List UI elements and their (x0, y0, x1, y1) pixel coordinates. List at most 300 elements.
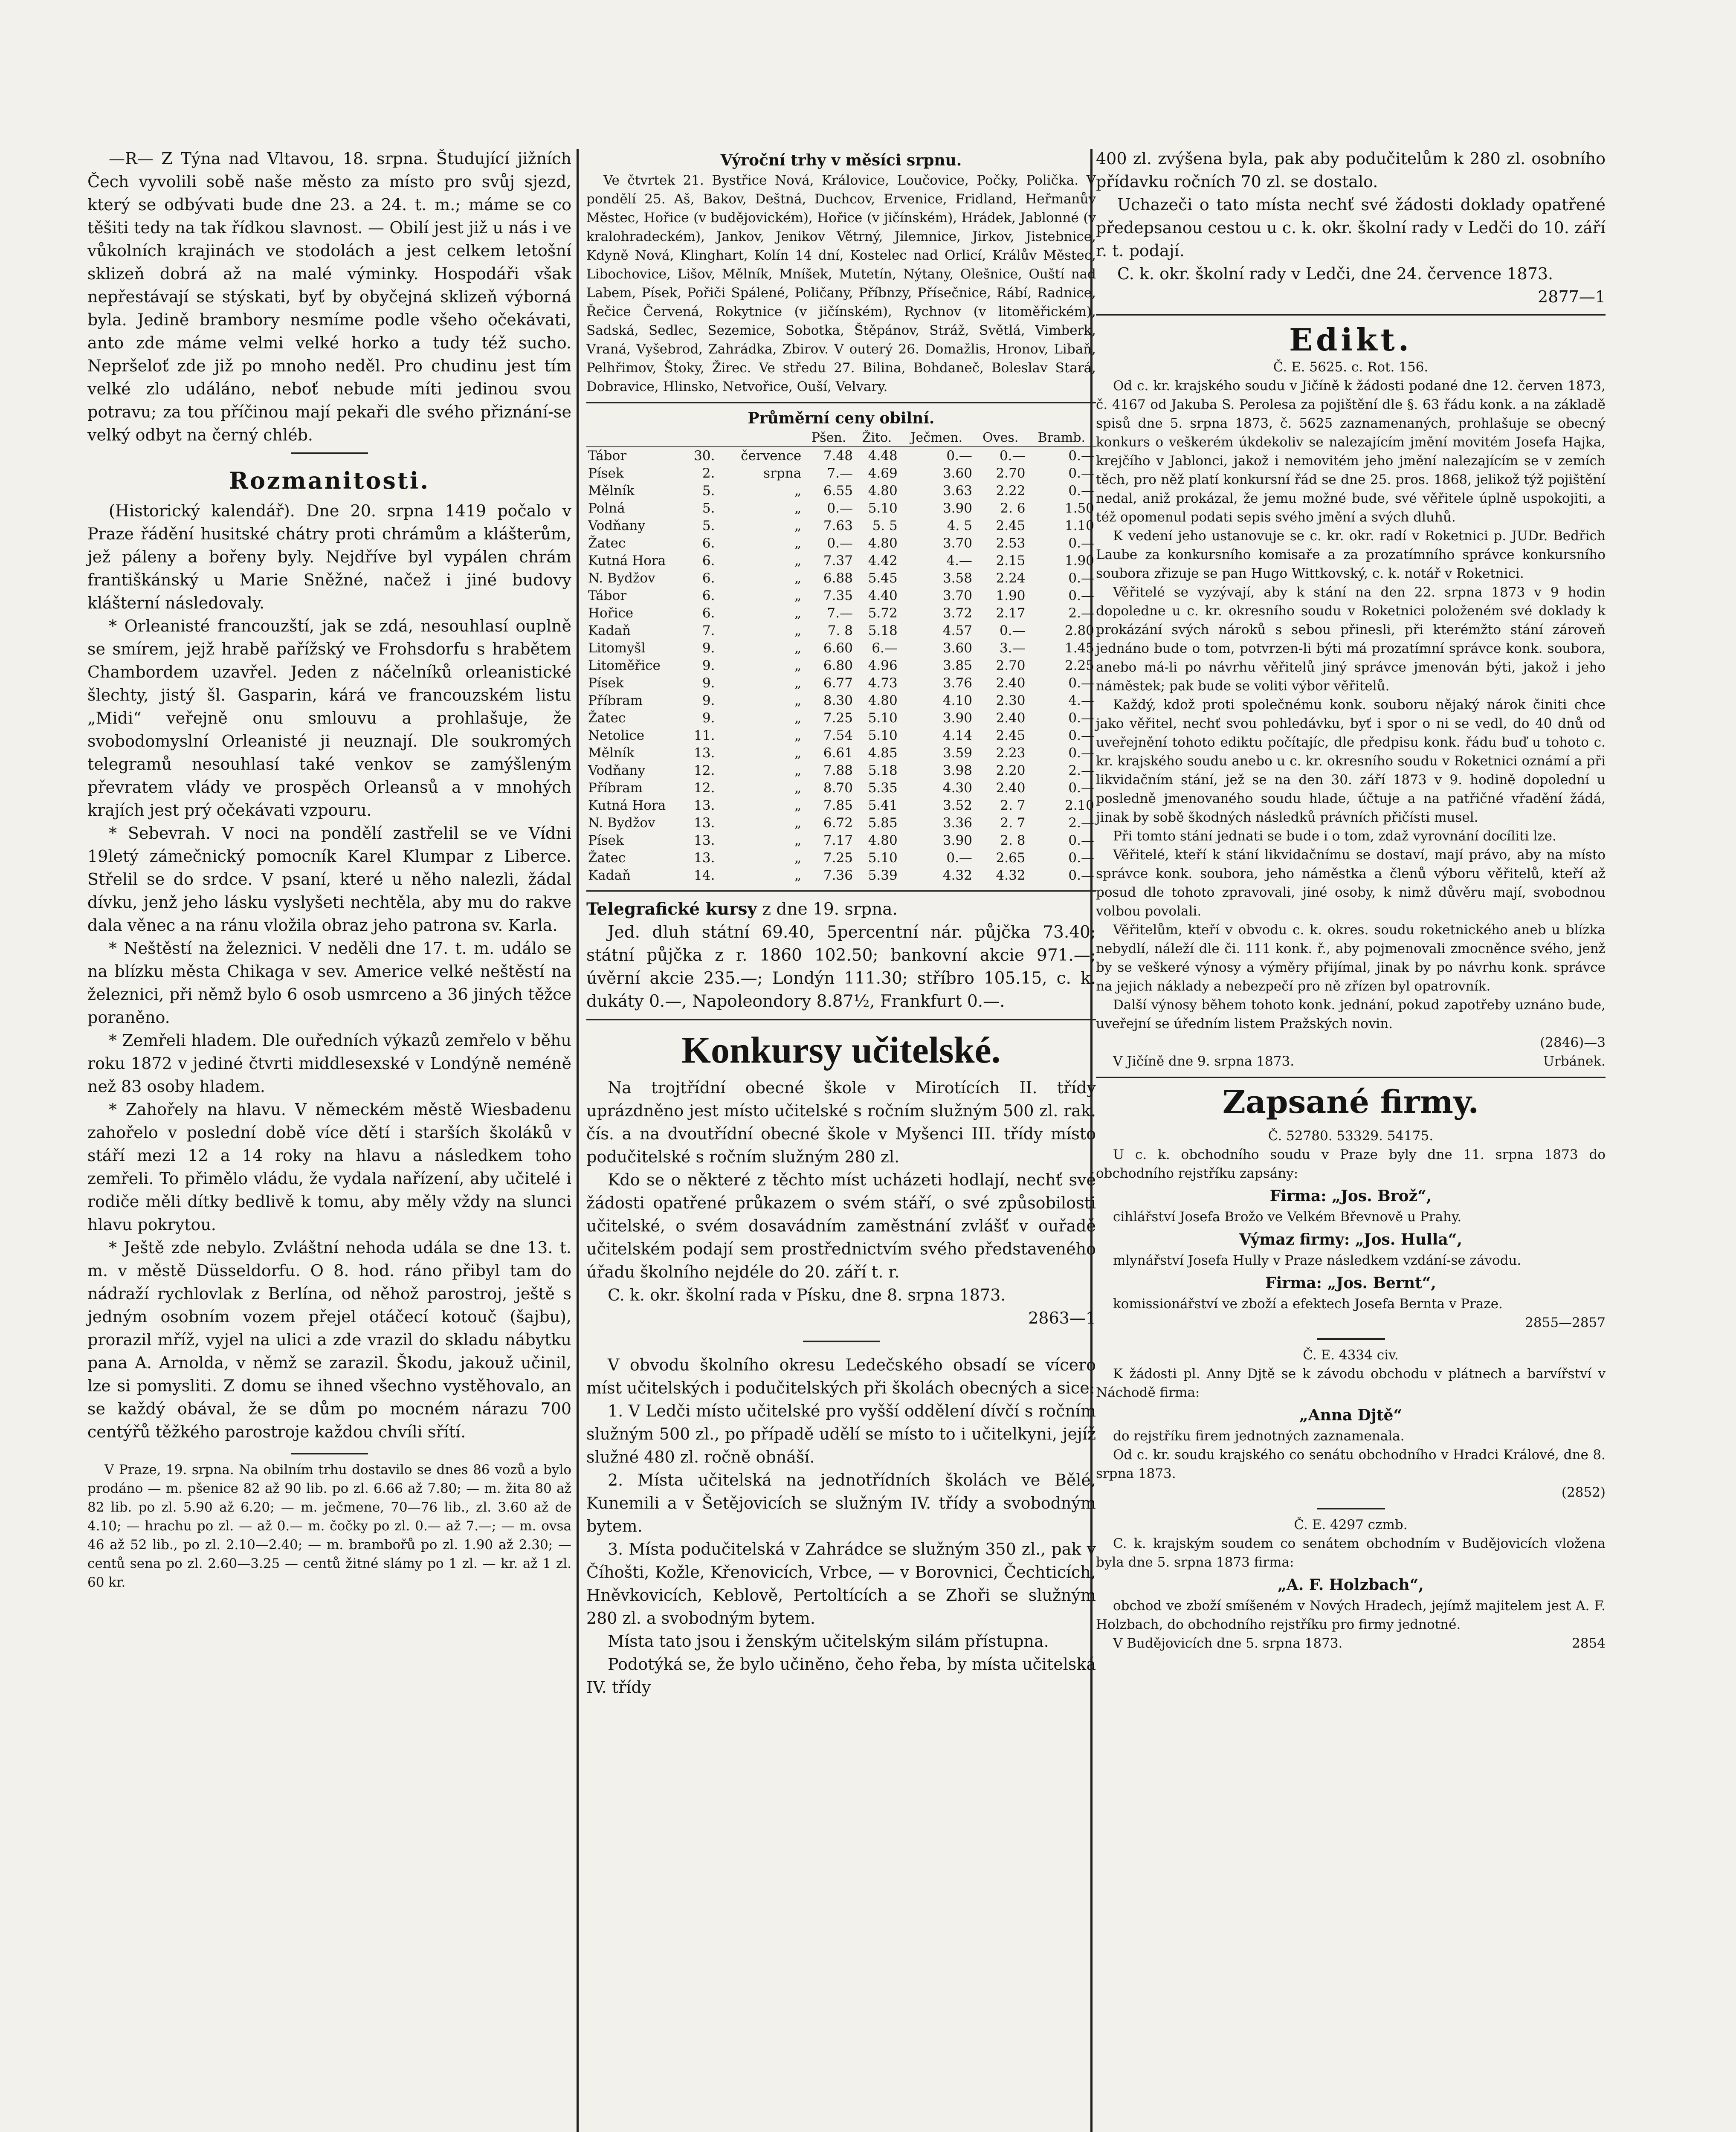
price-cell: 6. (702, 605, 715, 621)
table-row (586, 447, 1096, 465)
divider (1317, 1338, 1385, 1340)
grain-prices-heading: Průměrní ceny obilní. (748, 409, 935, 427)
table-row (586, 744, 1096, 762)
edikt-number: (2846)—3 (1540, 1035, 1606, 1050)
price-cell: „ (794, 745, 802, 761)
price-cell: 8.70 (823, 780, 853, 796)
price-cell: „ (794, 605, 802, 621)
edikt-paragraph: Další výnosy během tohoto konk. jednání, pokud zapotřeby uznáno bude, uveřejní se úředním listem Pražských novin. (1096, 997, 1606, 1031)
town-cell: N. Bydžov (588, 571, 655, 586)
price-cell: 3.63 (942, 483, 972, 498)
price-cell: 7. (702, 623, 715, 638)
price-cell: 2.70 (996, 658, 1026, 673)
zapsane-firmy-heading: Zapsané firmy. (1222, 1084, 1479, 1121)
price-cell: 0.— (1068, 833, 1094, 848)
price-cell: 0.— (999, 623, 1026, 638)
edikt-reference: Č. E. 5625. c. Rot. 156. (1273, 359, 1429, 375)
price-cell: 7.48 (823, 448, 853, 463)
price-cell: 0.— (1068, 448, 1094, 463)
price-cell: 3.98 (942, 763, 972, 778)
price-cell: 2.40 (996, 710, 1026, 726)
price-cell: 1.45 (1064, 640, 1094, 656)
ledec-paragraph: 3. Místa podučitelská v Zahrádce se služným 350 zl., pak v Číhošti, Kožle, Křenovicích, Vrbce, — v Borovnici, Čechticích, Hněvkovicích, Keblově, Pertoltících a se Zhoři se služným 280 zl. a svobodným bytem. (586, 1540, 1096, 1628)
price-cell: 4.85 (868, 745, 898, 761)
price-cell: 9. (702, 710, 715, 726)
table-row (586, 535, 1096, 552)
ledec-signature: C. k. okr. školní rady v Ledči, dne 24. července 1873. (1117, 264, 1553, 283)
konkursy-number: 2863—1 (1028, 1309, 1096, 1327)
article-starvation: * Zemřeli hladem. Dle ouředních výkazů zemřelo v běhu roku 1872 v jediné čtvrti middlesexské v Londýně neméně než 83 osoby hladem. (87, 1031, 571, 1096)
price-cell: 0.— (1068, 675, 1094, 691)
divider (291, 452, 368, 454)
table-body (586, 447, 1096, 884)
ledec-paragraph: Podotýká se, že bylo učiněno, čeho řeba, by místa učitelská IV. třídy (586, 1655, 1096, 1697)
price-cell: 2.40 (996, 780, 1026, 796)
price-cell: 2. 7 (1000, 798, 1026, 813)
telegraph-rates (586, 898, 1096, 921)
price-cell: „ (794, 571, 802, 586)
price-cell: 2. 7 (1000, 815, 1026, 831)
price-cell: 7.85 (823, 798, 853, 813)
price-cell: 2.22 (996, 483, 1026, 498)
town-cell: Mělník (588, 745, 635, 761)
town-cell: Kadaň (588, 868, 631, 883)
price-cell: 12. (694, 763, 715, 778)
column-header (586, 429, 684, 447)
price-cell: 5.39 (868, 868, 898, 883)
price-cell: 0.— (1068, 536, 1094, 551)
column-header: Pšen. (803, 429, 855, 447)
konkursy-paragraph: Kdo se o některé z těchto míst ucházeti hodlají, nechť své žádosti opatřené průkazem o svém stáří, o své způsobilosti učitelské, o svém dosavádním zaměstnání zvlášť v ouřadě učitelském podají sem prostřednictvím svého představeného úřadu školního nejdéle do 20. září t. r. (586, 1170, 1096, 1281)
price-cell: „ (794, 640, 802, 656)
price-cell: 13. (694, 850, 715, 866)
price-cell: 1.90 (996, 588, 1026, 603)
price-cell: 2.15 (996, 553, 1026, 568)
grain-prices-table (586, 429, 1096, 884)
price-cell: „ (794, 780, 802, 796)
firm-description: C. k. krajským soudem co senátem obchodním v Budějovicích vložena byla dne 5. srpna 1873 firma: (1096, 1536, 1606, 1570)
price-cell: 5.41 (868, 798, 898, 813)
price-cell: 7.17 (823, 833, 853, 848)
price-cell: 3.58 (942, 571, 972, 586)
firm-signature: Od c. kr. soudu krajského co senátu obchodního v Hradci Králové, dne 8. srpna 1873. (1096, 1447, 1606, 1481)
ledec-paragraph: Místa tato jsou i ženským učitelským silám přístupna. (608, 1632, 1049, 1651)
price-cell: 6. (702, 553, 715, 568)
town-cell: Kutná Hora (588, 798, 666, 813)
price-cell: 6.55 (823, 483, 853, 498)
firm-description: K žádosti pl. Anny Djtě se k závodu obchodu v plátnech a barvířství v Náchodě firma: (1096, 1366, 1606, 1400)
price-cell: 4.32 (996, 868, 1026, 883)
price-cell: 5.45 (868, 571, 898, 586)
price-cell: 2.— (1068, 763, 1094, 778)
price-cell: 2.10 (1064, 798, 1094, 813)
price-cell: „ (794, 658, 802, 673)
rozmanitosti-heading: Rozmanitosti. (229, 467, 430, 494)
price-cell: 5.18 (868, 623, 898, 638)
table-row (586, 570, 1096, 587)
price-cell: 5.10 (868, 728, 898, 743)
edikt-paragraph: Při tomto stání jednati se bude i o tom, zdaž vyrovnání docíliti lze. (1113, 828, 1556, 844)
ledec-continuation: 400 zl. zvýšena byla, pak aby podučitelům k 280 zl. osobního přídavku ročních 70 zl. se dostalo. (1096, 149, 1606, 191)
price-cell: 3.76 (942, 675, 972, 691)
price-cell: 0.— (1068, 710, 1094, 726)
price-cell: 4.80 (868, 833, 898, 848)
price-cell: 3.— (999, 640, 1026, 656)
ledec-paragraph: V obvodu školního okresu Ledečského obsadí se vícero míst učitelských i podučitelských při školách obecných a sice: (586, 1356, 1096, 1397)
price-cell: 0.— (1068, 745, 1094, 761)
price-cell: 13. (694, 745, 715, 761)
town-cell: Žatec (588, 536, 626, 551)
price-cell: 6.61 (823, 745, 853, 761)
town-cell: N. Bydžov (588, 815, 655, 831)
firm-name: Firma: „Jos. Bernt“, (1265, 1274, 1436, 1292)
town-cell: Hořice (588, 605, 634, 621)
edikt-signer: Urbánek. (1543, 1054, 1606, 1069)
konkursy-paragraph: Na trojtřídní obecné škole v Mirotících II. třídy uprázdněno jest místo učitelské s ročním služným 500 zl. rak. čís. a na dvoutřídní obecné škole v Myšenci III. třídy místo podučitelské s ročním služným 280 zl. (586, 1078, 1096, 1166)
price-cell: „ (794, 763, 802, 778)
price-cell: 7.25 (823, 850, 853, 866)
tyn-report: —R— Z Týna nad Vltavou, 18. srpna. Študující jižních Čech vyvolili sobě naše město za místo pro svůj sjezd, který se odbývati bude dne 23. a 24. t. m.; máme se co těšiti tedy na tak řídkou slavnost. — Obilí jest již u nás i ve vůkolních krajinách ve stodolách a jest celkem letošní sklizeň dobrá až na malé výminky. Hospodáři však nepřestávají se stýskati, byť by obyčejná sklizeň výborná byla. Jedině brambory nesmíme podle všeho očekávati, anto zde máme velmi velké horko a tudy též sucho. Nepršeloť zde již po mnoho neděl. Pro chudinu jest tím velké zlo událáno, neboť nebude míti jedinou svou potravu; za tou příčinou mají pekaři dle svého přiznání-se velký odbyt na černý chléb. (87, 149, 571, 444)
table-row (586, 692, 1096, 710)
price-cell: 4.69 (868, 466, 898, 481)
price-cell: 4.48 (868, 448, 898, 463)
firm-reference: Č. E. 4334 civ. (1303, 1347, 1399, 1363)
price-cell: 4.80 (868, 483, 898, 498)
column-right (1096, 147, 1606, 1653)
table-row (586, 727, 1096, 744)
firm-number: 2854 (1572, 1636, 1606, 1651)
price-cell: 3.90 (942, 833, 972, 848)
firm-signature: V Budějovicích dne 5. srpna 1873. (1113, 1636, 1343, 1651)
firm-description: cihlářství Josefa Brožo ve Velkém Břevnově u Prahy. (1113, 1209, 1462, 1225)
zapsane-intro: U c. k. obchodního soudu v Praze byly dne 11. srpna 1873 do obchodního rejstříku zapsány: (1096, 1147, 1606, 1181)
price-cell: 4.80 (868, 536, 898, 551)
town-cell: Netolice (588, 728, 645, 743)
price-cell: 3.36 (942, 815, 972, 831)
price-cell: 4.30 (942, 780, 972, 796)
price-cell: 4.— (1068, 693, 1094, 708)
price-cell: 5. (702, 483, 715, 498)
price-cell: 5.85 (868, 815, 898, 831)
table-row (586, 517, 1096, 535)
price-cell: 3.85 (942, 658, 972, 673)
price-cell: 6. (702, 571, 715, 586)
price-cell: 3.72 (942, 605, 972, 621)
price-cell: 4.— (946, 553, 972, 568)
price-cell: 7.— (827, 605, 853, 621)
price-cell: 9. (702, 675, 715, 691)
town-cell: Žatec (588, 710, 626, 726)
price-cell: 0.— (827, 501, 853, 516)
price-cell: 9. (702, 640, 715, 656)
price-cell: 12. (694, 780, 715, 796)
table-row (586, 710, 1096, 727)
ledec-paragraph: 1. V Ledči místo učitelské pro vyšší oddělení dívčí s ročním služným 500 zl., po případě udělí se místo to i učitelkyni, jejíž služné 480 zl. ročně obnáší. (586, 1402, 1096, 1466)
price-cell: „ (794, 483, 802, 498)
column-header: Ječmen. (899, 429, 974, 447)
column-header: Žito. (855, 429, 899, 447)
town-cell: Příbram (588, 693, 643, 708)
price-cell: „ (794, 868, 802, 883)
table-row (586, 605, 1096, 622)
town-cell: Písek (588, 675, 624, 691)
firm-signature-line (1096, 1634, 1606, 1653)
price-cell: 11. (694, 728, 715, 743)
price-cell: „ (794, 815, 802, 831)
table-row (586, 500, 1096, 517)
firm-description: mlynářství Josefa Hully v Praze následkem vzdání-se závodu. (1113, 1253, 1522, 1268)
firm-deletion: Výmaz firmy: „Jos. Hulla“, (1239, 1231, 1462, 1248)
price-cell: srpna (763, 466, 802, 481)
table-row (586, 675, 1096, 692)
price-cell: 2.— (1068, 605, 1094, 621)
price-cell: 6.72 (823, 815, 853, 831)
price-cell: „ (794, 710, 802, 726)
article-sunstroke: * Zahořely na hlavu. V německém městě Wiesbadenu zahořelo v poslední době více dětí i starších školáků v stáří mezi 12 a 14 roky na hlavu a následkem toho zemřeli. To přimělo vládu, že vydala nařízení, aby učitelé i rodiče měli dítky bedlivě k tomu, aby měly vždy na slunci hlavu pokrytou. (87, 1100, 571, 1234)
price-cell: 30. (694, 448, 715, 463)
table-row (586, 779, 1096, 797)
column-left (87, 147, 571, 1592)
price-cell: 5. (702, 518, 715, 533)
ledec-number: 2877—1 (1538, 287, 1606, 306)
firm-name: Firma: „Jos. Brož“, (1269, 1187, 1432, 1205)
konkursy-heading: Konkursy učitelské. (681, 1030, 1001, 1071)
firm-number: (2852) (1561, 1485, 1606, 1500)
table-row (586, 482, 1096, 500)
divider (803, 1341, 880, 1342)
price-cell: „ (794, 798, 802, 813)
price-cell: „ (794, 850, 802, 866)
divider (291, 1453, 368, 1454)
price-cell: 4.40 (868, 588, 898, 603)
telegraph-text: Jed. dluh státní 69.40, 5percentní nár. půjčka 73.40; státní půjčka z r. 1860 102.50; bankovní akcie 971.—; úvěrní akcie 235.—; Londýn 111.30; stříbro 105.15, c. k. dukáty 0.—, Napoleondory 8.87½, Frankfurt 0.—. (586, 923, 1096, 1011)
firm-number: 2855—2857 (1525, 1315, 1606, 1330)
price-cell: 4.42 (868, 553, 898, 568)
town-cell: Příbram (588, 780, 643, 796)
price-cell: 9. (702, 658, 715, 673)
article-orleanists: * Orleanisté francouzští, jak se zdá, nesouhlasí ouplně se smírem, jejž hrabě pařížský ve Frohsdorfu s hrabětem Chambordem uzavřel. Jeden z náčelníků orleanistické šlechty, jistý šl. Gasparin, kárá ve francouzském listu „Midi“ veřejně onu smlouvu a prohlašuje, že svobodomyslní Orleanisté ji neuznají. Dle soukromých telegramů nesouhlasí také venkov se zamýšleným převratem vlády ve prospěch Orleansů a v mnohých krajích jest prý očekávati vzpouru. (87, 617, 571, 820)
price-cell: 5. (702, 501, 715, 516)
column-rule-1 (577, 149, 579, 2132)
price-cell: 2.65 (996, 850, 1026, 866)
town-cell: Mělník (588, 483, 635, 498)
price-cell: 5.10 (868, 850, 898, 866)
price-cell: 3.59 (942, 745, 972, 761)
price-cell: 7.88 (823, 763, 853, 778)
price-cell: 1.90 (1064, 553, 1094, 568)
price-cell: 2.20 (996, 763, 1026, 778)
firm-description: do rejstříku firem jednotných zaznamenala. (1113, 1428, 1405, 1444)
prague-market-report: V Praze, 19. srpna. Na obilním trhu dostavilo se dnes 86 vozů a bylo prodáno — m. pšenice 82 až 90 lib. po zl. 6.66 až 7.80; — m. žita 80 až 82 lib. po zl. 5.90 až 6.20; — m. ječmene, 70—76 lib., zl. 3.60 až de 4.10; — hrachu po zl. — až 0.— m. čočky po zl. 0.— až 7.—; — m. ovsa 46 až 52 lib., po zl. 2.10—2.40; — m. brambořů po zl. 1.90 až 2.30; — centů sena po zl. 2.60—3.25 — centů žitné slámy po 1 zl. — kr. až 1 zl. 60 kr. (87, 1462, 571, 1590)
column-header: Bramb. (1027, 429, 1096, 447)
price-cell: 4.96 (868, 658, 898, 673)
column-header: Oves. (974, 429, 1027, 447)
price-cell: 1.10 (1064, 518, 1094, 533)
price-cell: 4.73 (868, 675, 898, 691)
edikt-signature-line (1096, 1052, 1606, 1071)
price-cell: 5.35 (868, 780, 898, 796)
price-cell: „ (794, 693, 802, 708)
price-cell: 6. (702, 588, 715, 603)
table-header-row (586, 429, 1096, 447)
town-cell: Písek (588, 833, 624, 848)
table-row (586, 849, 1096, 867)
price-cell: 4.14 (942, 728, 972, 743)
divider (1096, 314, 1606, 316)
column-header (684, 429, 716, 447)
price-cell: 4.10 (942, 693, 972, 708)
article-railway-accident: * Neštěstí na železnici. V neděli dne 17. t. m. událo se na blízku města Chikaga v sev. Americe velké neštěstí na železnici, při němž bylo 6 osob usmrceno a 36 jiných těžce poraněno. (87, 939, 571, 1027)
edikt-paragraph: Od c. kr. krajského soudu v Jičíně k žádosti podané dne 12. červen 1873, č. 4167 od Jakuba S. Perolesa za pojištění dle §. 63 řádu konk. a na základě spisů dne 5. srpna 1873, č. 5625 zaznamenaných, prohlašuje se obecný konkurs o veškerém úkdekoliv se nalezajícím jmění movitém Josefa Hajka, krejčího v Jablonci, jakož i nemovitém jeho jmění nalezajícím se v zemích těch, pro něž platí konkursní řád se dne 25. pros. 1868, jelikož týž pojištění nedal, aniž prokázal, že jemu možné bude, své věřitele úplně uspokojiti, a též opomenul podati sepis svého jmění a svých dluhů. (1096, 378, 1606, 525)
price-cell: 2.53 (996, 536, 1026, 551)
price-cell: 9. (702, 693, 715, 708)
town-cell: Litomyšl (588, 640, 646, 656)
fairs-list: Ve čtvrtek 21. Bystřice Nová, Královice, Loučovice, Počky, Polička. V pondělí 25. Aš, Bakov, Deštná, Duchcov, Ervenice, Fridland, Heřmanův Městec, Hořice (v budějovickém), Hořice (v jičínském), Hrádek, Jablonné (v kralohradeckém), Jankov, Jenikov Větrný, Jilemnice, Jirkov, Jistebnice, Kdyně Nová, Klinghart, Kolín 14 dní, Kostelec nad Orlicí, Králův Městec, Libochovice, Lišov, Mělník, Mníšek, Mutetín, Nýtany, Olešnice, Ouští nad Labem, Písek, Pořiči Spálené, Poličany, Příbnzy, Přísečnice, Rábí, Radnice, Řečice Červená, Rokytnice (v jičínském), Rychnov (v litoměřickém), Sadská, Sedlec, Sezemice, Sobotka, Štěpánov, Stráž, Světlá, Vimberk, Vraná, Vyšebrod, Zahrádka, Zbirov. V outerý 26. Domažlis, Hronov, Libaň, Pelhřimov, Štoky, Žirec. Ve středu 27. Bilina, Bohdaneč, Boleslav Stará, Dobravice, Hlinsko, Netvořice, Ouší, Velvary. (586, 173, 1096, 394)
price-cell: 7.36 (823, 868, 853, 883)
price-cell: „ (794, 501, 802, 516)
price-cell: 5.18 (868, 763, 898, 778)
town-cell: Vodňany (588, 518, 645, 533)
price-cell: 3.90 (942, 501, 972, 516)
price-cell: 2.17 (996, 605, 1026, 621)
price-cell: „ (794, 518, 802, 533)
town-cell: Kadaň (588, 623, 631, 638)
town-cell: Tábor (588, 448, 627, 463)
column-header (716, 429, 803, 447)
price-cell: 13. (694, 815, 715, 831)
column-middle (586, 147, 1096, 1699)
price-cell: 13. (694, 798, 715, 813)
divider (586, 1019, 1096, 1020)
price-cell: 3.60 (942, 466, 972, 481)
town-cell: Vodňany (588, 763, 645, 778)
price-cell: 7.— (827, 466, 853, 481)
price-cell: 0.— (1068, 868, 1094, 883)
price-cell: 7.35 (823, 588, 853, 603)
fairs-heading: Výroční trhy v měsíci srpnu. (720, 151, 962, 169)
firm-description: komissionářství ve zboží a efektech Josefa Bernta v Praze. (1113, 1296, 1503, 1312)
firm-description: obchod ve zboží smíšeném v Nových Hradech, jejímž majitelem jest A. F. Holzbach, do obchodního rejstříku pro firmy jednotné. (1096, 1598, 1606, 1632)
edikt-paragraph: K vedení jeho ustanovuje se c. kr. okr. radí v Roketnici p. JUDr. Bedřich Laube za konkursního komisaře a za prozatímního správce konkursního soubora zřizuje se pan Hugo Wittkovský, c. k. notář v Roketnici. (1096, 528, 1606, 581)
table-row (586, 552, 1096, 570)
price-cell: 7.25 (823, 710, 853, 726)
price-cell: 0.— (946, 850, 972, 866)
town-cell: Tábor (588, 588, 627, 603)
price-cell: 0.— (1068, 728, 1094, 743)
table-row (586, 832, 1096, 849)
edikt-paragraph: Věřitelům, kteří v obvodu c. k. okres. soudu roketnického aneb u blízka nebydlí, náleží dle či. 111 konk. ř., aby pojmenovali zmocněnce svého, jenž by se veškeré výnosy a výměry přijímal, jinak by po návrhu konk. správce na jejich náklady a nebezpečí pro ně zřízen byl opatrovník. (1096, 922, 1606, 994)
price-cell: 2. (702, 466, 715, 481)
price-cell: 3.70 (942, 588, 972, 603)
price-cell: 6. (702, 536, 715, 551)
price-cell: „ (794, 536, 802, 551)
price-cell: 6.88 (823, 571, 853, 586)
price-cell: 0.— (999, 448, 1026, 463)
divider (1317, 1508, 1385, 1509)
price-cell: 5.10 (868, 710, 898, 726)
price-cell: 0.— (1068, 483, 1094, 498)
price-cell: července (741, 448, 802, 463)
article-locomotive: * Ještě zde nebylo. Zvláštní nehoda udála se dne 13. t. m. v městě Düsseldorfu. O 8. hod. ráno přibyl tam do nádraží rychlovlak z Berlína, od něhož parostroj, ještě s jedným osobním vozem přejel otáčecí kotouč (šajbu), prorazil mříž, vyjel na ulici a zde vrazil do skladu nábytku pana A. Arnolda, v němž se zarazil. Škodu, jakouž učinil, lze si pomysliti. Z domu se ihned všechno vystěhovalo, an se každý obával, že se dům po mocném nárazu 700 centýřů těžkého parostroje každou chvíli sřítí. (87, 1238, 571, 1441)
price-cell: 5. 5 (872, 518, 898, 533)
town-cell: Žatec (588, 850, 626, 866)
price-cell: „ (794, 553, 802, 568)
price-cell: 4. 5 (947, 518, 972, 533)
ledec-continuation: Uchazeči o tato místa nechť své žádosti doklady opatřené předepsanou cestou u c. k. okr. školní rady v Ledči do 10. září r. t. podají. (1096, 195, 1606, 260)
edikt-paragraph: Věřitelé se vyzývají, aby k stání na den 22. srpna 1873 v 9 hodin dopoledne u c. kr. okresního soudu v Roketnici položeném své doklady k prokázání svých nároků s sebou přinesli, při kterémžto stání zároveň jednáno bude o tom, potvrzen-li býti má prozatímní správce konk. soubora, anebo má-li po návrhu věřitelů jiný správce jmenován býti, jakož i jeho náměstek; pak bude se voliti výbor věřitelů. (1096, 585, 1606, 694)
price-cell: 3.70 (942, 536, 972, 551)
price-cell: 2.70 (996, 466, 1026, 481)
firm-name: „A. F. Holzbach“, (1278, 1576, 1424, 1594)
price-cell: 3.60 (942, 640, 972, 656)
divider (1096, 1077, 1606, 1078)
edikt-signature: V Jičíně dne 9. srpna 1873. (1113, 1054, 1295, 1069)
price-cell: 0.— (1068, 466, 1094, 481)
price-cell: 0.— (1068, 571, 1094, 586)
price-cell: „ (794, 675, 802, 691)
price-cell: 2.45 (996, 518, 1026, 533)
price-cell: 5.10 (868, 501, 898, 516)
price-cell: 4.57 (942, 623, 972, 638)
price-cell: 2.45 (996, 728, 1026, 743)
price-cell: 14. (694, 868, 715, 883)
telegraph-date: z dne 19. srpna. (762, 900, 898, 919)
price-cell: 3.90 (942, 710, 972, 726)
price-cell: 2.25 (1064, 658, 1094, 673)
town-cell: Litoměřice (588, 658, 661, 673)
price-cell: 0.— (1068, 780, 1094, 796)
price-cell: 3.52 (942, 798, 972, 813)
price-cell: 13. (694, 833, 715, 848)
price-cell: 0.— (1068, 588, 1094, 603)
price-cell: 6.77 (823, 675, 853, 691)
price-cell: „ (794, 588, 802, 603)
price-cell: 2.40 (996, 675, 1026, 691)
price-cell: 2. 8 (1000, 833, 1026, 848)
price-cell: 7.63 (823, 518, 853, 533)
price-cell: 7.54 (823, 728, 853, 743)
table-row (586, 762, 1096, 779)
town-cell: Písek (588, 466, 624, 481)
table-row (586, 587, 1096, 605)
table-row (586, 640, 1096, 657)
article-suicide: * Sebevrah. V noci na pondělí zastřelil se ve Vídni 19letý zámečnický pomocník Karel Klumpar z Liberce. Střelil se do srdce. V psaní, které u něho nalezli, žádal dívku, jenž jeho lásku vyslyšeti nechtěla, aby mu do rakve dala věnec a na ránu vložila obraz jeho patrona sv. Karla. (87, 824, 571, 935)
price-cell: 0.— (946, 448, 972, 463)
zapsane-reference: Č. 52780. 53329. 54175. (1268, 1128, 1434, 1144)
price-cell: 6.80 (823, 658, 853, 673)
table-row (586, 622, 1096, 640)
edikt-paragraph: Věřitelé, kteří k stání likvidačnímu se dostaví, mají právo, aby na místo správce konk. soubora, jeho náměstka a členů výboru věřitelů, kteří až posud dle tohoto zpravovali, jiné osoby, k nimž důvěru mají, svobodnou volbou povolali. (1096, 847, 1606, 919)
town-cell: Polná (588, 501, 625, 516)
price-cell: 4.32 (942, 868, 972, 883)
price-cell: 2.30 (996, 693, 1026, 708)
ledec-paragraph: 2. Místa učitelská na jednotřídních školách ve Bělé, Kunemili a v Šetějovicích se služným IV. třídy a svobodným bytem. (586, 1471, 1096, 1535)
edikt-heading: Edikt. (1289, 322, 1412, 358)
price-cell: 1.50 (1064, 501, 1094, 516)
price-cell: 2.23 (996, 745, 1026, 761)
konkursy-signature: C. k. okr. školní rada v Písku, dne 8. srpna 1873. (608, 1286, 1006, 1304)
edikt-paragraph: Každý, kdož proti společnému konk. souboru nějaký nárok činiti chce jako věřitel, nechť svou pohledávku, byť i spor o ni se vedl, do 40 dnů od uveřejnění tohoto ediktu počítajíc, dle předpisu konk. řádu buď u tohoto c. kr. krajského soudu anebo u c. kr. okresního soudu v Roketnici oznámí a při likvidačním stání, jež se na den 30. září 1873 v 9. hodině dopolední u posledně jmenovaného soudu hlade, účtuje a na patřičné vřadění žádá, jinak by sobě škodných následků právních přičísti musel. (1096, 697, 1606, 825)
article-historical-calendar: (Historický kalendář). Dne 20. srpna 1419 počalo v Praze řádění husitské chátry proti chrámům a klášterům, jež páleny a bořeny byly. Nejdříve byl vypálen chrám františkánský u Marie Sněžné, načež i jiné budovy klášterní následovaly. (87, 501, 571, 612)
telegraph-heading: Telegrafické kursy (586, 899, 757, 919)
price-cell: 2. 6 (1000, 501, 1026, 516)
firm-reference: Č. E. 4297 czmb. (1294, 1517, 1408, 1532)
price-cell: 0.— (827, 536, 853, 551)
price-cell: 7. 8 (827, 623, 853, 638)
price-cell: 2.— (1068, 815, 1094, 831)
table-row (586, 814, 1096, 832)
price-cell: 8.30 (823, 693, 853, 708)
